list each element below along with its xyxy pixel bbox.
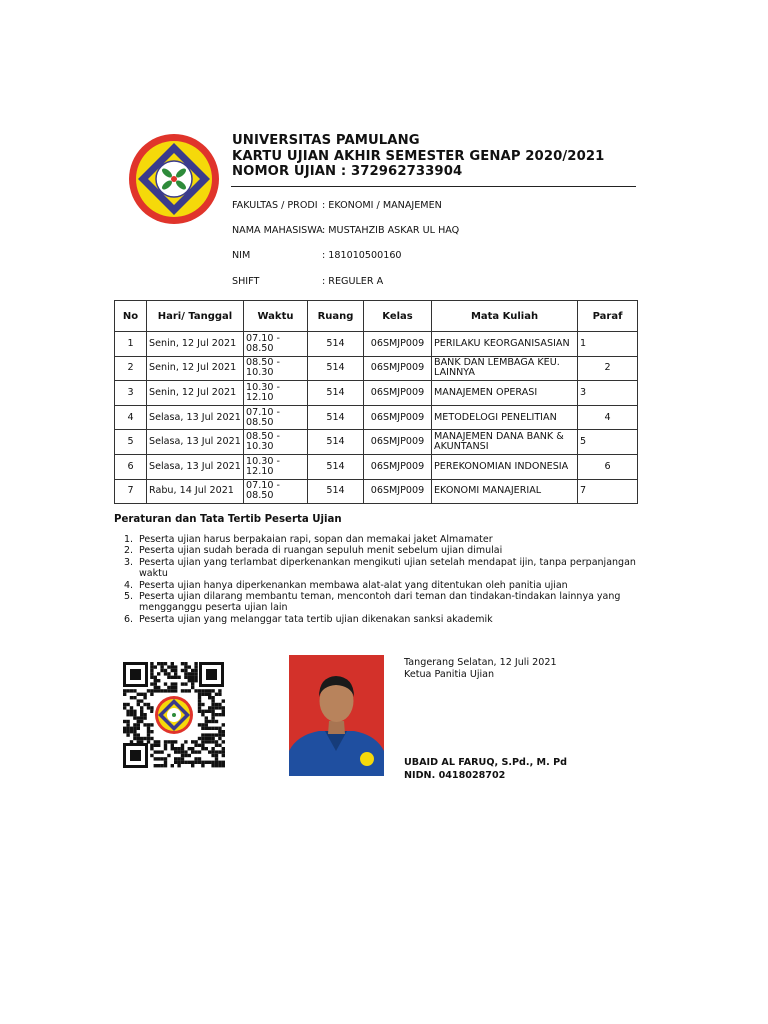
rule-text: Peserta ujian hanya diperkenankan membawa alat-alat yang ditentukan oleh panitia ujian (139, 579, 568, 591)
rule-number: 1. (124, 534, 134, 545)
cell-class: 06SMJP009 (364, 381, 432, 406)
cell-paraf: 1 (578, 332, 638, 357)
cell-date: Rabu, 14 Jul 2021 (147, 479, 244, 504)
rules-title: Peraturan dan Tata Tertib Peserta Ujian (114, 514, 342, 525)
signer-name: UBAID AL FARUQ, S.Pd., M. Pd (404, 757, 567, 768)
card-title: KARTU UJIAN AKHIR SEMESTER GENAP 2020/2021 (232, 149, 605, 164)
rule-item (124, 614, 636, 625)
table-row (115, 381, 638, 406)
cell-class: 06SMJP009 (364, 356, 432, 381)
cell-course: METODELOGI PENELITIAN (432, 405, 578, 430)
rule-number: 2. (124, 545, 134, 557)
signer-nidn: NIDN. 0418028702 (404, 770, 506, 781)
cell-time: 10.30 - 12.10 (244, 381, 308, 406)
column-header-no: No (115, 301, 147, 332)
cell-room: 514 (308, 405, 364, 430)
qr-code (122, 661, 225, 769)
cell-time: 08.50 - 10.30 (244, 356, 308, 381)
cell-paraf: 5 (578, 430, 638, 455)
rules-list (124, 534, 636, 625)
rule-text: Peserta ujian harus berpakaian rapi, sopan dan memakai jaket Almamater (139, 534, 493, 545)
student-name-label: NAMA MAHASISWA (232, 225, 323, 236)
cell-paraf: 2 (578, 356, 638, 381)
rule-item (124, 545, 636, 556)
rule-text: Peserta ujian yang terlambat diperkenankan mengikuti ujian setelah mendapat ijin, tanpa perpanjangan waktu (139, 556, 636, 580)
table-row (115, 430, 638, 455)
cell-room: 514 (308, 430, 364, 455)
table-row (115, 405, 638, 430)
nim-label: NIM (232, 250, 251, 261)
rule-number: 3. (124, 556, 134, 568)
cell-date: Senin, 12 Jul 2021 (147, 356, 244, 381)
cell-no: 2 (115, 356, 147, 381)
cell-date: Senin, 12 Jul 2021 (147, 332, 244, 357)
cell-room: 514 (308, 356, 364, 381)
column-header-course: Mata Kuliah (432, 301, 578, 332)
cell-class: 06SMJP009 (364, 479, 432, 504)
cell-date: Selasa, 13 Jul 2021 (147, 430, 244, 455)
cell-course: PEREKONOMIAN INDONESIA (432, 454, 578, 479)
shift-label: SHIFT (232, 276, 260, 287)
cell-course: PERILAKU KEORGANISASIAN (432, 332, 578, 357)
cell-course: BANK DAN LEMBAGA KEU. LAINNYA (432, 356, 578, 381)
cell-room: 514 (308, 332, 364, 357)
faculty-value: : EKONOMI / MANAJEMEN (322, 200, 442, 211)
column-header-time: Waktu (244, 301, 308, 332)
rule-text: Peserta ujian yang melanggar tata tertib ujian dikenakan sanksi akademik (139, 613, 493, 625)
exam-schedule-table (114, 300, 638, 504)
qr-logo-icon (153, 694, 195, 736)
column-header-room: Ruang (308, 301, 364, 332)
signer-role: Ketua Panitia Ujian (404, 669, 495, 680)
university-logo (128, 133, 220, 225)
column-header-date: Hari/ Tanggal (147, 301, 244, 332)
cell-class: 06SMJP009 (364, 430, 432, 455)
cell-no: 1 (115, 332, 147, 357)
header-divider (231, 186, 636, 187)
student-name-value: : MUSTAHZIB ASKAR UL HAQ (322, 225, 460, 236)
table-row (115, 454, 638, 479)
cell-no: 3 (115, 381, 147, 406)
cell-room: 514 (308, 479, 364, 504)
rule-item (124, 580, 636, 591)
cell-class: 06SMJP009 (364, 332, 432, 357)
student-photo (289, 655, 384, 776)
cell-time: 07.10 - 08.50 (244, 405, 308, 430)
cell-paraf: 3 (578, 381, 638, 406)
cell-date: Selasa, 13 Jul 2021 (147, 405, 244, 430)
cell-no: 4 (115, 405, 147, 430)
cell-paraf: 4 (578, 405, 638, 430)
rule-item (124, 557, 636, 580)
cell-no: 5 (115, 430, 147, 455)
cell-paraf: 6 (578, 454, 638, 479)
table-row (115, 356, 638, 381)
cell-no: 7 (115, 479, 147, 504)
cell-class: 06SMJP009 (364, 454, 432, 479)
rule-number: 4. (124, 579, 134, 591)
table-row (115, 332, 638, 357)
cell-time: 08.50 - 10.30 (244, 430, 308, 455)
rule-number: 5. (124, 591, 134, 603)
cell-paraf: 7 (578, 479, 638, 504)
table-header-row (115, 301, 638, 332)
column-header-paraf: Paraf (578, 301, 638, 332)
rule-item (124, 591, 636, 614)
column-header-class: Kelas (364, 301, 432, 332)
cell-date: Selasa, 13 Jul 2021 (147, 454, 244, 479)
cell-date: Senin, 12 Jul 2021 (147, 381, 244, 406)
cell-time: 07.10 - 08.50 (244, 479, 308, 504)
university-name: UNIVERSITAS PAMULANG (232, 133, 420, 148)
signing-place-date: Tangerang Selatan, 12 Juli 2021 (404, 657, 557, 668)
rule-number: 6. (124, 613, 134, 625)
cell-time: 07.10 - 08.50 (244, 332, 308, 357)
rule-text: Peserta ujian sudah berada di ruangan sepuluh menit sebelum ujian dimulai (139, 545, 503, 557)
rule-text: Peserta ujian dilarang membantu teman, mencontoh dari teman dan tindakan-tindakan lainnya yang mengganggu peserta ujian lain (139, 591, 621, 614)
exam-number: NOMOR UJIAN : 372962733904 (232, 164, 463, 179)
rule-item (124, 534, 636, 545)
cell-room: 514 (308, 454, 364, 479)
cell-course: MANAJEMEN OPERASI (432, 381, 578, 406)
nim-value: : 181010500160 (322, 250, 402, 261)
cell-course: MANAJEMEN DANA BANK & AKUNTANSI (432, 430, 578, 455)
table-row (115, 479, 638, 504)
cell-time: 10.30 - 12.10 (244, 454, 308, 479)
cell-class: 06SMJP009 (364, 405, 432, 430)
cell-room: 514 (308, 381, 364, 406)
shift-value: : REGULER A (322, 276, 384, 287)
cell-no: 6 (115, 454, 147, 479)
faculty-label: FAKULTAS / PRODI (232, 200, 318, 211)
cell-course: EKONOMI MANAJERIAL (432, 479, 578, 504)
